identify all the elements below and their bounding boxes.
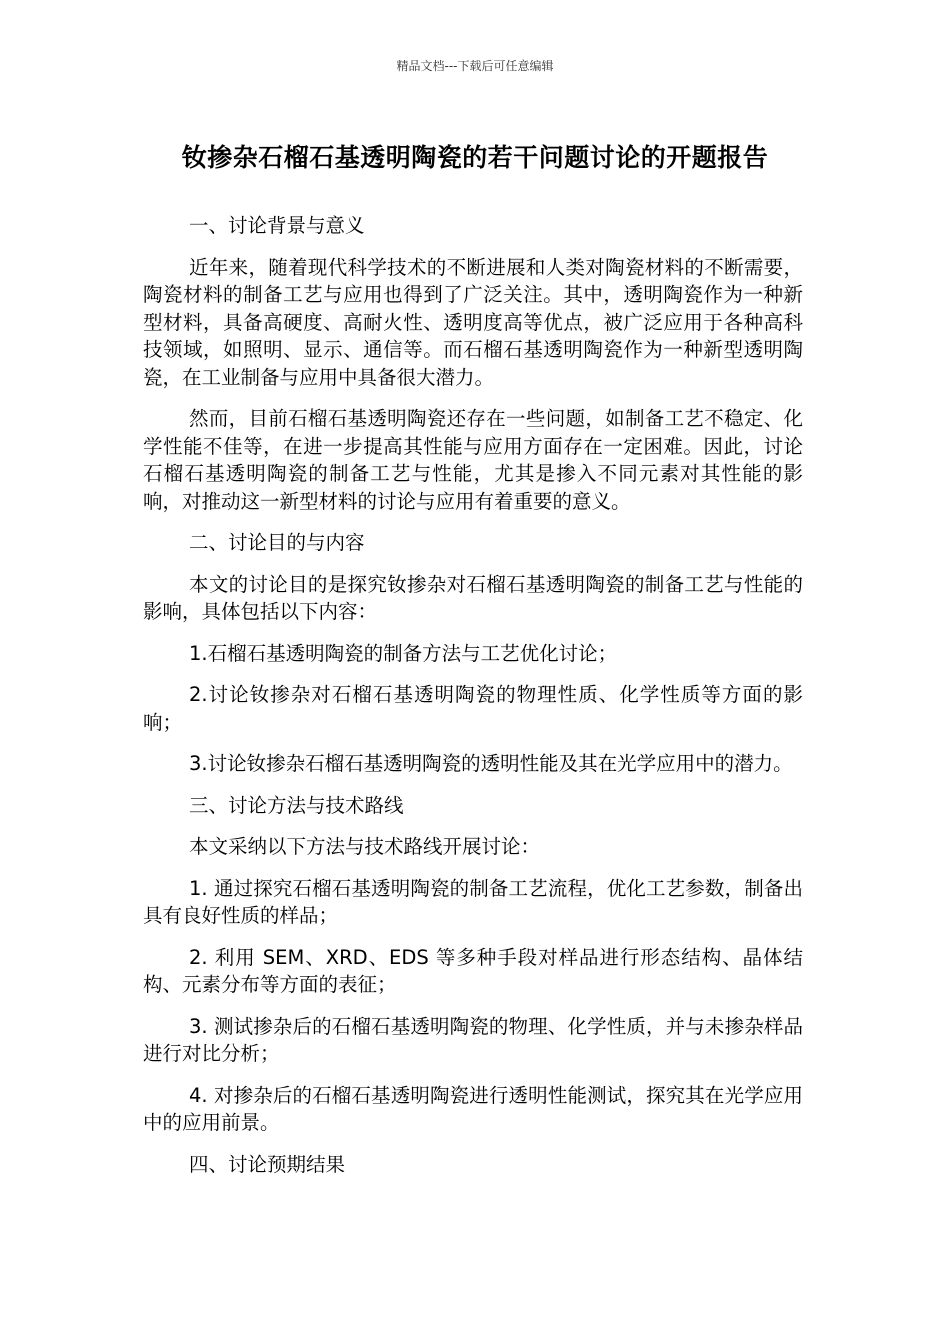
- section-heading-1: 一、讨论背景与意义: [189, 214, 365, 237]
- paragraph-method-intro: 本文采纳以下方法与技术路线开展讨论：: [189, 835, 541, 858]
- list-item-method-2: 2. 利用 SEM、XRD、EDS 等多种手段对样品进行形态结构、晶体结构、元素分布等方面的表征；: [143, 945, 803, 996]
- list-item-content-1: 1.石榴石基透明陶瓷的制备方法与工艺优化讨论；: [189, 641, 618, 665]
- paragraph-purpose: 本文的讨论目的是探究钕掺杂对石榴石基透明陶瓷的制备工艺与性能的影响，具体包括以下内容：: [143, 572, 803, 623]
- section-heading-3: 三、讨论方法与技术路线: [189, 793, 404, 817]
- document-body: [143, 212, 803, 1192]
- list-item-content-2: 2.讨论钕掺杂对石榴石基透明陶瓷的物理性质、化学性质等方面的影响；: [143, 683, 803, 734]
- list-item-content-3: 3.讨论钕掺杂石榴石基透明陶瓷的透明性能及其在光学应用中的潜力。: [189, 752, 793, 775]
- document-title: 钕掺杂石榴石基透明陶瓷的若干问题讨论的开题报告: [181, 143, 769, 172]
- paragraph-background-1: 近年来，随着现代科学技术的不断进展和人类对陶瓷材料的不断需要，陶瓷材料的制备工艺与应用也得到了广泛关注。其中，透明陶瓷作为一种新型材料，具备高硬度、高耐火性、透明度高等优点，被广泛应用于各种高科技领域，如照明、显示、通信等。而石榴石基透明陶瓷作为一种新型透明陶瓷，在工业制备与应用中具备很大潜力。: [143, 255, 803, 389]
- list-item-method-4: 4. 对掺杂后的石榴石基透明陶瓷进行透明性能测试，探究其在光学应用中的应用前景。: [143, 1083, 803, 1134]
- paragraph-background-2: 然而，目前石榴石基透明陶瓷还存在一些问题，如制备工艺不稳定、化学性能不佳等，在进一步提高其性能与应用方面存在一定困难。因此，讨论石榴石基透明陶瓷的制备工艺与性能，尤其是掺入不同元素对其性能的影响，对推动这一新型材料的讨论与应用有着重要的意义。: [143, 407, 803, 513]
- section-heading-4: 四、讨论预期结果: [189, 1152, 346, 1176]
- section-heading-2: 二、讨论目的与内容: [189, 531, 365, 554]
- list-item-method-3: 3. 测试掺杂后的石榴石基透明陶瓷的物理、化学性质，并与未掺杂样品进行对比分析；: [143, 1014, 803, 1065]
- page-header: 精品文档---下载后可任意编辑: [396, 59, 554, 73]
- list-item-method-1: 1. 通过探究石榴石基透明陶瓷的制备工艺流程，优化工艺参数，制备出具有良好性质的样品；: [143, 876, 803, 927]
